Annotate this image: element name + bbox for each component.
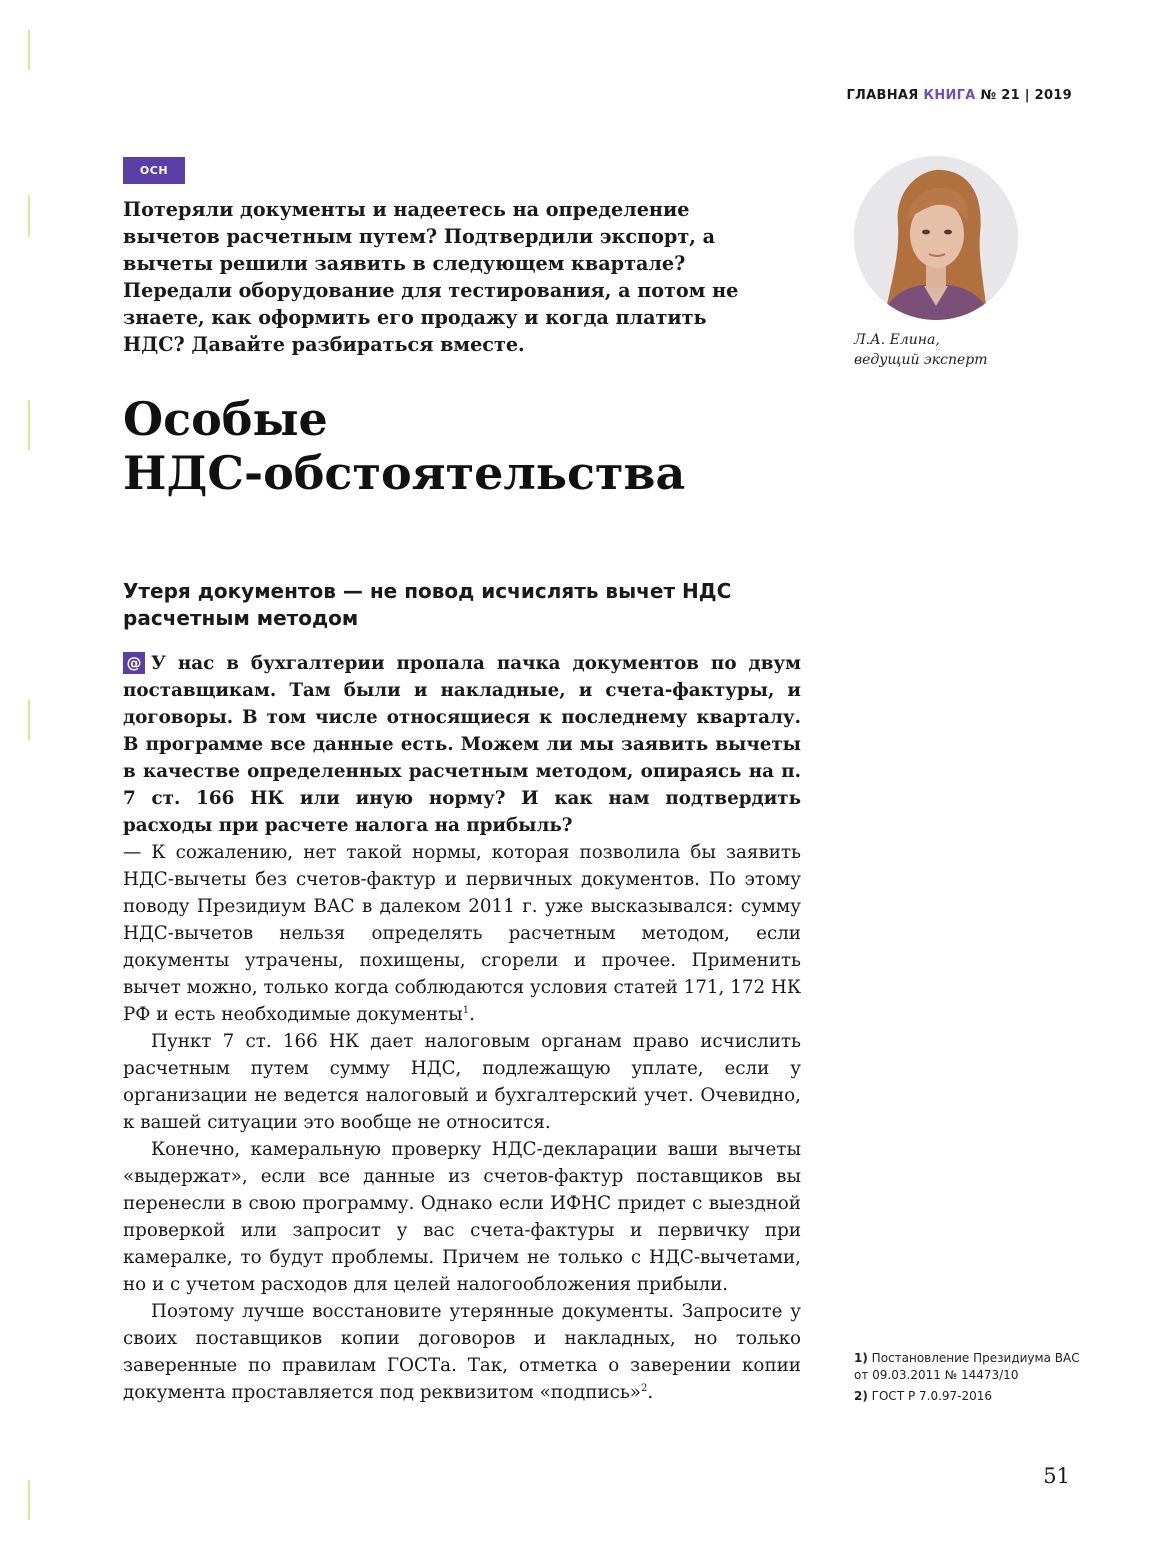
magazine-masthead bbox=[846, 88, 1072, 103]
answer-paragraph-2: Пункт 7 ст. 166 НК дает налоговым органам право исчислить расчетным путем сумму НДС, подлежащую уплате, если у организации не ведется налоговый и бухгалтерский учет. Очевидно, к вашей ситуации это вообще не относится. bbox=[123, 1031, 801, 1133]
author-role: ведущий эксперт bbox=[854, 352, 988, 368]
footnote-2 bbox=[854, 1388, 1094, 1405]
section-heading: Утеря документов — не повод исчислять вычет НДС расчетным методом bbox=[123, 579, 732, 630]
title-line-2: НДС-обстоятельства bbox=[123, 446, 686, 500]
answer-end-1: . bbox=[469, 1004, 475, 1025]
title-line-1: Особые bbox=[123, 392, 328, 446]
page-number: 51 bbox=[1043, 1464, 1070, 1488]
footnotes bbox=[854, 1350, 1094, 1409]
section-tag: ОСН bbox=[123, 157, 185, 184]
footnote-1 bbox=[854, 1350, 1094, 1384]
issue-number: № 21 | 2019 bbox=[980, 88, 1072, 103]
answer-paragraph-1 bbox=[123, 839, 801, 1028]
answer-text-1: — К сожалению, нет такой нормы, которая позволила бы заявить НДС-вычеты без счетов-фактур и первичных документов. По этому поводу Президиум ВАС в далеком 2011 г. уже высказывался: сумму НДС-вычетов нельзя определять расчетным методом, если документы утрачены, похищены, сгорели и прочее. Применить вычет можно, только когда соблюдаются условия статей 171, 172 НК РФ и есть необходимые документы bbox=[123, 842, 801, 1025]
footnote-1-number: 1) bbox=[854, 1351, 868, 1365]
margin-mark bbox=[28, 700, 30, 740]
footnote-ref-1: 1 bbox=[462, 1005, 470, 1016]
margin-mark bbox=[28, 30, 30, 70]
margin-mark bbox=[28, 1480, 30, 1520]
margin-mark bbox=[28, 400, 30, 450]
footnote-ref-2: 2 bbox=[640, 1383, 648, 1394]
answer-paragraph-3: Конечно, камеральную проверку НДС-декларации ваши вычеты «выдержат», если все данные из счетов-фактур поставщиков вы перенесли в свою программу. Однако если ИФНС придет с выездной проверкой или запросит у вас счета-фактуры и первичку при камералке, то будут проблемы. Причем не только с НДС-вычетами, но и с учетом расходов для целей налогообложения прибыли. bbox=[123, 1139, 801, 1295]
footnote-2-text: ГОСТ Р 7.0.97-2016 bbox=[871, 1389, 993, 1403]
footnote-2-number: 2) bbox=[854, 1389, 868, 1403]
answer-paragraph-4 bbox=[123, 1298, 801, 1406]
magazine-name-part1: ГЛАВНАЯ bbox=[846, 88, 919, 103]
article-body bbox=[123, 650, 801, 1406]
answer-end-4: . bbox=[647, 1382, 654, 1403]
question-icon: @ bbox=[123, 652, 145, 674]
question-paragraph bbox=[123, 650, 801, 839]
magazine-name-part2: КНИГА bbox=[923, 88, 976, 103]
author-photo bbox=[854, 156, 1018, 320]
answer-text-4: Поэтому лучше восстановите утерянные документы. Запросите у своих поставщиков копии договоров и накладных, но только заверенные по правилам ГОСТа. Так, отметка о заверении копии документа проставляется под реквизитом «подпись» bbox=[123, 1301, 801, 1403]
lead-paragraph: Потеряли документы и надеетесь на определение вычетов расчетным путем? Подтвердили экспорт, а вычеты решили заявить в следующем квартале? Передали оборудование для тестирования, а потом не знаете, как оформить его продажу и когда платить НДС? Давайте разбираться вместе. bbox=[123, 198, 739, 356]
author-portrait-icon bbox=[854, 156, 1018, 320]
author-caption bbox=[854, 330, 1074, 370]
article-title bbox=[123, 392, 823, 500]
author-name: Л.А. Елина, bbox=[854, 332, 940, 348]
footnote-1-text: Постановление Президиума ВАС от 09.03.2011 № 14473/10 bbox=[854, 1351, 1080, 1382]
margin-mark bbox=[28, 195, 30, 237]
question-text: У нас в бухгалтерии пропала пачка документов по двум поставщикам. Там были и накладные, и счета-фактуры, и договоры. В том числе относящиеся к последнему кварталу. В программе все данные есть. Можем ли мы заявить вычеты в качестве определенных расчетным методом, опираясь на п. 7 ст. 166 НК или иную норму? И как нам подтвердить расходы при расчете налога на прибыль? bbox=[123, 653, 801, 836]
